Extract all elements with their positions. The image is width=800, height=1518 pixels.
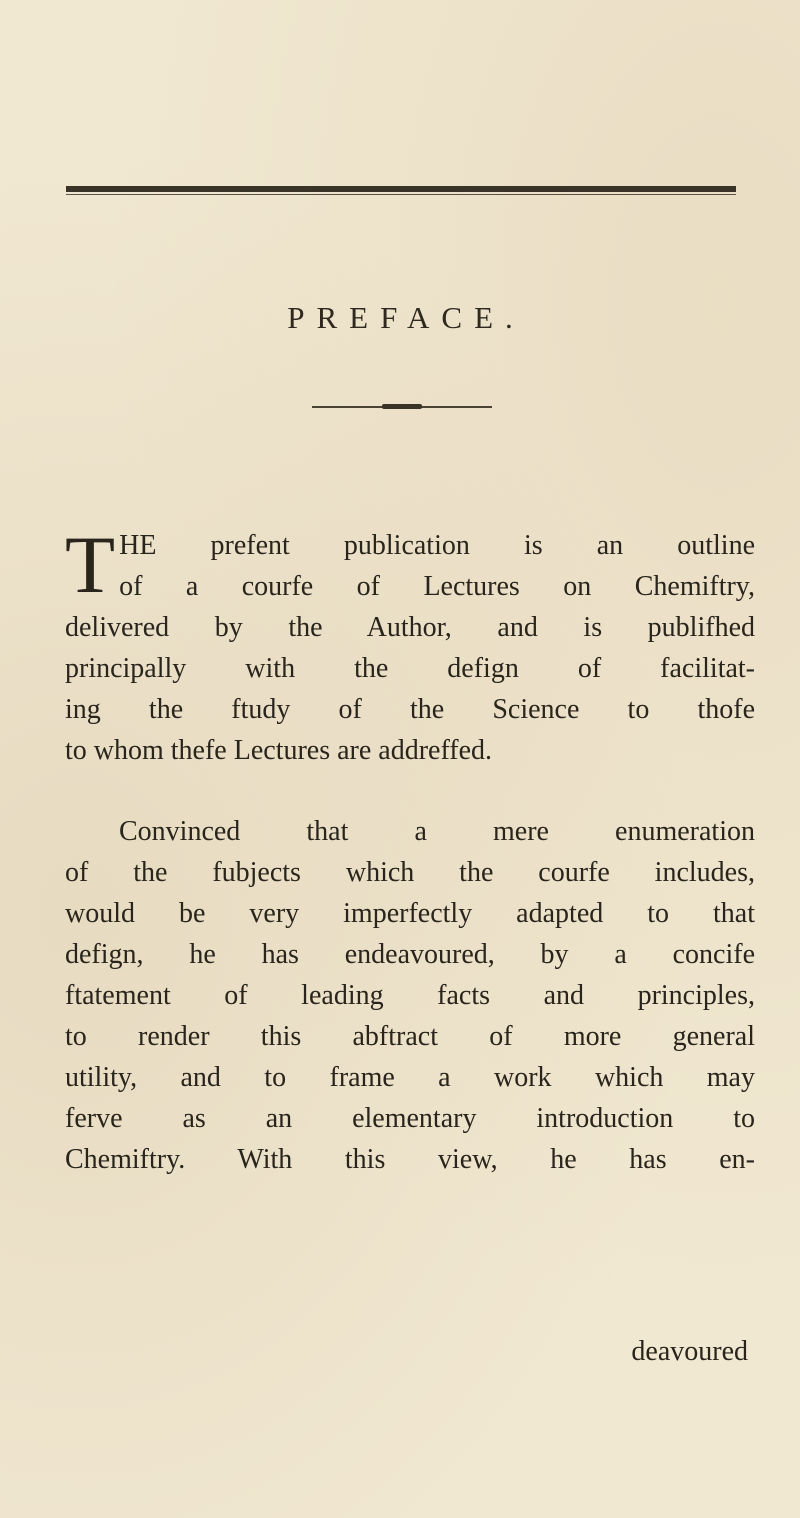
paragraph-2 [65, 811, 755, 1180]
text-line: Convinced that a mere enumeration [119, 816, 755, 847]
text-line: utility, and to frame a work which may [65, 1062, 755, 1093]
paragraph-1 [65, 519, 755, 771]
ornamental-rule [312, 406, 492, 408]
text-line: HE prefent publication is an outline [119, 530, 755, 561]
text-line: defign, he has endeavoured, by a concife [65, 939, 755, 970]
text-line: principally with the defign of facilitat- [65, 653, 755, 684]
text-line: to whom thefe Lectures are addreffed. [65, 735, 493, 766]
page-heading: PREFACE. [287, 300, 525, 335]
text-line: of the fubjects which the courfe includes, [65, 857, 755, 888]
header-rule [66, 186, 736, 192]
preface-body [65, 519, 755, 1180]
text-line: ferve as an elementary introduction to [65, 1103, 755, 1134]
drop-cap: T [65, 519, 116, 610]
text-line: delivered by the Author, and is publifhed [65, 612, 755, 643]
text-line: Chemiftry. With this view, he has en- [65, 1144, 755, 1175]
catchword: deavoured [631, 1336, 748, 1367]
text-line: ftatement of leading facts and principles, [65, 980, 755, 1011]
text-line: of a courfe of Lectures on Chemiftry, [119, 571, 755, 602]
text-line: ing the ftudy of the Science to thofe [65, 694, 755, 725]
text-line: to render this abftract of more general [65, 1021, 755, 1052]
text-line: would be very imperfectly adapted to that [65, 898, 755, 929]
